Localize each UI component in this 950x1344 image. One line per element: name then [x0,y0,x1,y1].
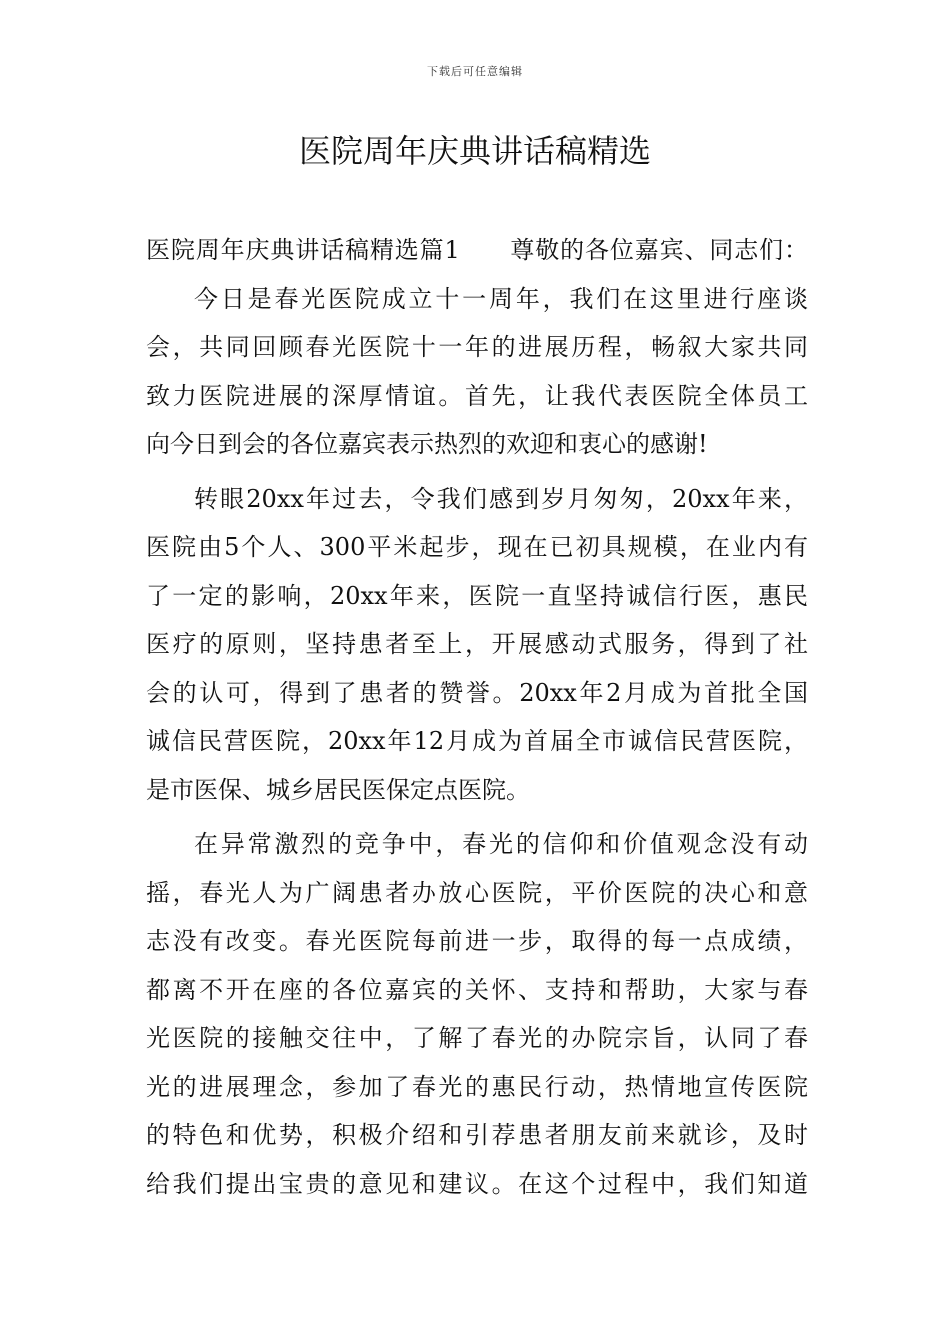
text-line: 医疗的原则，坚持患者至上，开展感动式服务，得到了社 [146,630,808,658]
text-line: 是市医保、城乡居民医保定点医院。 [146,775,530,804]
text-line: 光的进展理念，参加了春光的惠民行动，热情地宣传医院 [146,1072,808,1101]
document-body [146,226,808,1208]
text-line: 医院由5个人、300平米起步，现在已初具规模，在业内有 [146,533,808,561]
text-line: 会的认可，得到了患者的赞誉。20xx年2月成为首批全国 [146,678,808,707]
document-title: 医院周年庆典讲话稿精选 [298,132,651,170]
text-line: 的特色和优势，积极介绍和引荐患者朋友前来就诊，及时 [146,1121,808,1149]
text-line: 医院周年庆典讲话稿精选篇1 尊敬的各位嘉宾、同志们： [146,236,808,264]
text-line: 了一定的影响，20xx年来，医院一直坚持诚信行医，惠民 [146,581,808,610]
text-line: 诚信民营医院，20xx年12月成为首届全市诚信民营医院， [146,727,808,755]
text-line: 都离不开在座的各位嘉宾的关怀、支持和帮助，大家与春 [146,975,808,1004]
text-line: 在异常激烈的竞争中，春光的信仰和价值观念没有动 [194,830,808,858]
paragraph-3 [146,820,808,1208]
text-line: 会，共同回顾春光医院十一年的进展历程，畅叙大家共同 [146,333,808,361]
paragraph-2 [146,475,808,815]
text-line: 向今日到会的各位嘉宾表示热烈的欢迎和衷心的感谢! [146,430,708,458]
text-line: 致力医院进展的深厚情谊。首先，让我代表医院全体员工 [146,381,808,410]
paragraph-intro [146,226,808,275]
text-line: 给我们提出宝贵的意见和建议。在这个过程中，我们知道 [146,1169,808,1198]
text-line: 志没有改变。春光医院每前进一步，取得的每一点成绩， [146,927,808,955]
text-line: 摇，春光人为广阔患者办放心医院，平价医院的决心和意 [146,878,808,907]
text-line: 光医院的接触交往中，了解了春光的办院宗旨，认同了春 [146,1024,808,1052]
text-line: 今日是春光医院成立十一周年，我们在这里进行座谈 [194,284,808,313]
paragraph-1 [146,275,808,469]
text-line: 转眼20xx年过去，令我们感到岁月匆匆，20xx年来， [194,484,808,513]
header-note: 下载后可任意编辑 [427,65,523,78]
